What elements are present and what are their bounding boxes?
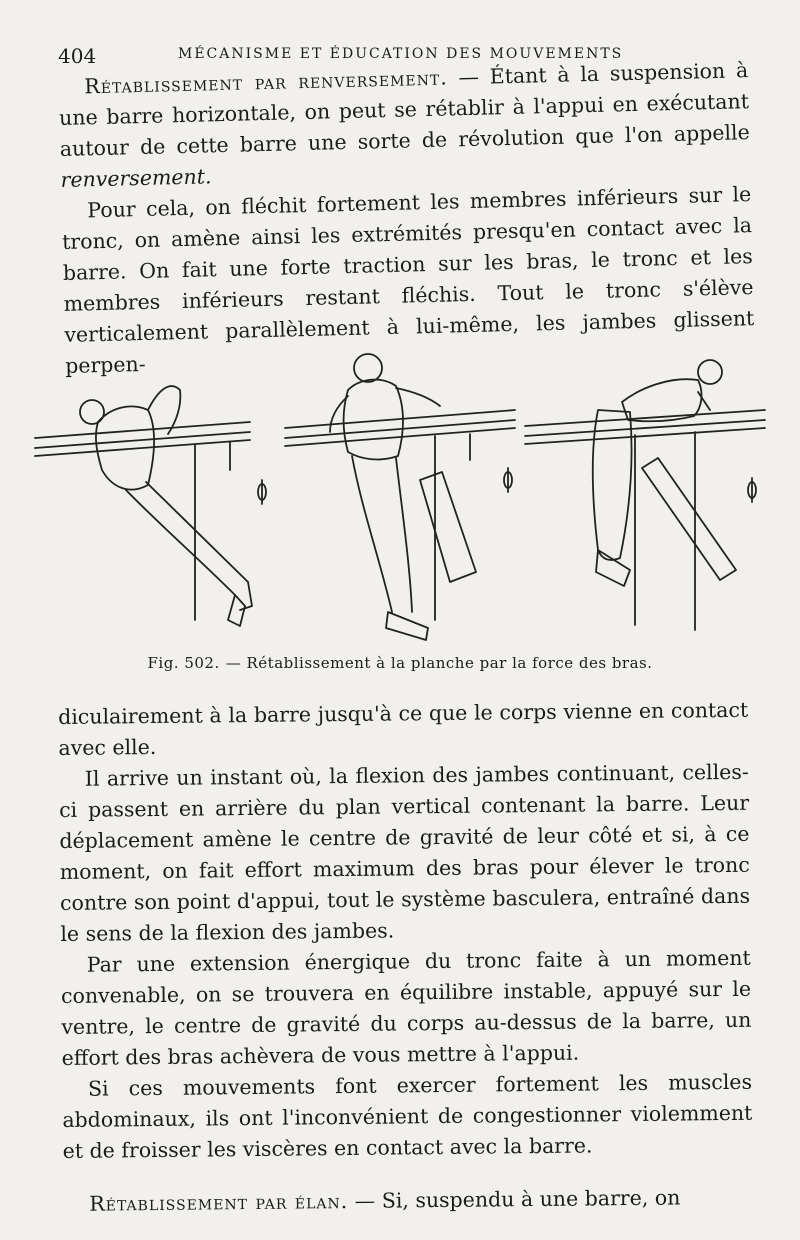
paragraph-renversement (58, 55, 751, 196)
figure-panel-2 (285, 354, 515, 640)
figure-caption (0, 654, 800, 672)
page-number: 404 (58, 44, 97, 68)
paragraph-il-arrive: Il arrive un instant où, la flexion des jambes continuant, celles-ci passent en arrière du plan vertical contenant la barre. Leur déplacement amène le centre de gravité de leur côté et si, à ce moment, on fait effort maximum des bras pour élever le tronc contre son point d'appui, tout le système basculera, entraîné dans le sens de la flexion des jambes. (59, 759, 751, 946)
running-title: MÉCANISME ET ÉDUCATION DES MOUVEMENTS (178, 46, 624, 62)
term-renversement: renversement. (60, 164, 212, 192)
intro-text: — Étant à la suspension à une barre horizontale, on peut se rétablir à l'appui en exécutant autour de cette barre une sorte de révolution que l'on appelle (58, 58, 750, 161)
figure-number: Fig. 502. (147, 654, 220, 672)
paragraph-par-une-extension: Par une extension énergique du tronc faite à un moment convenable, on se trouvera en équilibre instable, appuyé sur le ventre, le centre de gravité du corps au-dessus de la barre, un effort des bras achèvera de vous mettre à l'appui. (60, 945, 752, 1070)
text-block-bottom (58, 695, 753, 1220)
text-block-top (58, 55, 755, 382)
figure-caption-text: — Rétablissement à la planche par la force des bras. (225, 654, 653, 672)
paragraph-continuation: diculairement à la barre jusqu'à ce que le corps vienne en contact avec elle. (58, 697, 749, 760)
figure-panel-1 (35, 386, 266, 626)
section-heading-renversement: Rétablissement par renversement. (84, 65, 448, 99)
paragraph-pour-cela: Pour cela, on fléchit fortement les membres inférieurs sur le tronc, on amène ainsi les extrémités presqu'en contact avec la barre. On fait une forte traction sur les bras, le tronc et les membres inférieurs restant fléchis. Tout le tronc s'élève verticalement parallèlement à lui-même, les jambes glissent perpen- (61, 182, 755, 378)
paragraph-elan (63, 1182, 753, 1220)
paragraph-si-ces-mouvements: Si ces mouvements font exercer fortement les muscles abdominaux, ils ont l'inconvénient de congestionner violemment et de froisser les viscères en contact avec la barre. (62, 1069, 753, 1163)
section-heading-elan: Rétablissement par élan. (89, 1188, 349, 1216)
elan-text: — Si, suspendu à une barre, on (348, 1185, 681, 1213)
figure-illustration (30, 350, 770, 650)
figure-panel-3 (525, 360, 765, 630)
